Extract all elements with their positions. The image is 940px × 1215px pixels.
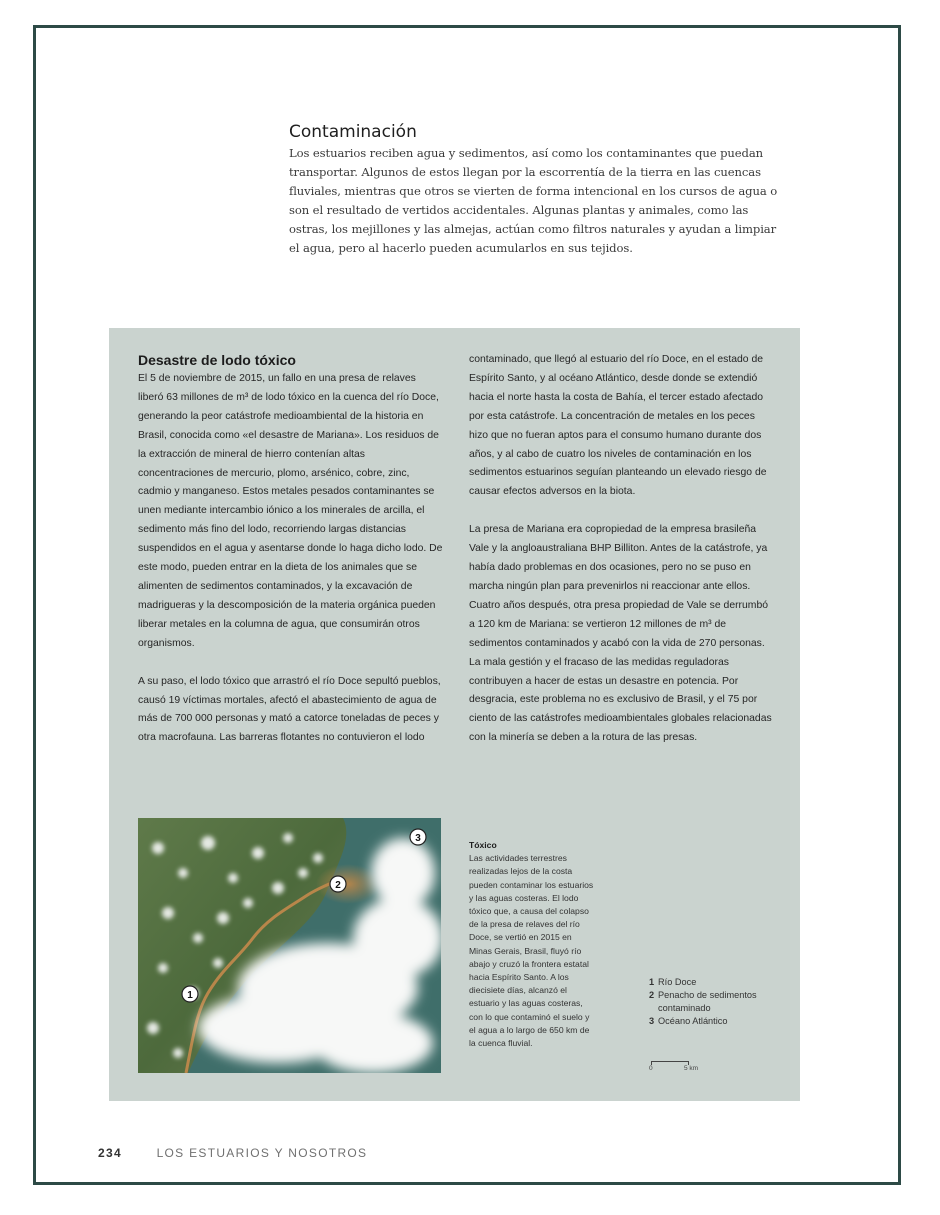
satellite-image xyxy=(138,818,441,1073)
marker-2 xyxy=(330,876,346,892)
panel-paragraph: A su paso, el lodo tóxico que arrastró el río Doce sepultó pueblos, causó 19 víctimas mortales, afectó el abastecimiento de agua de más de 700 000 personas y mató a catorce toneladas de peces y otra macrofauna. Las barreras flotantes no contuvieron el lodo xyxy=(138,675,441,744)
marker-1 xyxy=(182,986,198,1002)
panel-column-right xyxy=(469,351,774,767)
intro-section xyxy=(289,122,789,258)
svg-text:1: 1 xyxy=(187,990,193,1001)
marker-3 xyxy=(410,829,426,845)
scale-bar xyxy=(649,1056,709,1076)
legend-item: 1 Río Doce xyxy=(649,977,697,987)
section-title: Contaminación xyxy=(289,122,417,142)
panel-column-left xyxy=(138,350,443,767)
panel-paragraph: contaminado, que llegó al estuario del río Doce, en el estado de Espírito Santo, y al océano Atlántico, desde donde se extendió hacia el norte hasta la costa de Bahía, el tercer estado afectado por esta catástrofe. La concentración de metales en los peces hizo que no fueran aptos para el consumo humano durante dos años, y al cabo de cuatro los niveles de contaminación en los sedimentos estuarinos seguían planteando un elevado riesgo de causar efectos adversos en la biota. xyxy=(469,354,767,498)
panel-paragraph: El 5 de noviembre de 2015, un fallo en una presa de relaves liberó 63 millones de m³ de lodo tóxico en la cuenca del río Doce, generando la peor catástrofe medioambiental de la historia en Brasil, conocida como «el desastre de Mariana». Los residuos de la extracción de mineral de hierro contenían altas concentraciones de mercurio, plomo, arsénico, cobre, zinc, cadmio y manganeso. Estos metales pesados contaminantes se unen mediante intercambio iónico a los minerales de arcilla, el sedimento más fino del lodo, recorriendo largas distancias suspendidos en el agua y asentarse donde lo haga dicho lodo. De este modo, pueden entrar en la dieta de los animales que se alimenten de sedimentos contaminados, y la excavación de madrigueras y la descomposición de la materia orgánica pueden liberar metales en la columna de agua, que consumirán otros organismos. xyxy=(138,373,443,649)
caption-title: Tóxico xyxy=(469,840,497,850)
page-footer xyxy=(98,1146,367,1160)
legend-item: 3 Océano Atlántico xyxy=(649,1016,728,1026)
running-section-title: LOS ESTUARIOS Y NOSOTROS xyxy=(156,1146,368,1160)
page-number: 234 xyxy=(98,1146,122,1160)
intro-paragraph: Los estuarios reciben agua y sedimentos, así como los contaminantes que puedan transportar. Algunos de estos llegan por la escorrentía de la tierra en las cuencas fluviales, mientras que otros se vierten de forma intencional en los cursos de agua o son el resultado de vertidos accidentales. Algunas plantas y animales, como las ostras, los mejillones y las almejas, actúan como filtros naturales y ayudan a limpiar el agua, pero al hacerlo pueden acumularlos en sus tejidos. xyxy=(289,146,778,255)
feature-panel xyxy=(109,328,800,1101)
caption-body: Las actividades terrestres realizadas lejos de la costa pueden contaminar los estuarios y las aguas costeras. El lodo tóxico que, a causa del colapso de la presa de relaves del río Doce, se vertió en 2015 en Minas Gerais, Brasil, fluyó río abajo y cruzó la frontera estatal hacia Espírito Santo. A los diecisiete días, alcanzó el estuario y las aguas costeras, con lo que contaminó el suelo y el agua a lo largo de 650 km de la cuenca fluvial. xyxy=(469,853,594,1049)
scale-end-label: 5 km xyxy=(684,1065,699,1072)
panel-heading: Desastre de lodo tóxico xyxy=(138,352,296,368)
svg-text:3: 3 xyxy=(415,833,421,844)
map-legend xyxy=(649,976,789,1028)
figure-caption xyxy=(469,839,597,1050)
svg-text:2: 2 xyxy=(335,880,341,891)
scale-start-label: 0 xyxy=(649,1065,653,1072)
panel-paragraph: La presa de Mariana era copropiedad de la empresa brasileña Vale y la angloaustraliana BHP Billiton. Antes de la catástrofe, ya había dado problemas en dos ocasiones, pero no se puso en marcha ningún plan para prevenirlos ni reaccionar ante ellos. Cuatro años después, otra presa propiedad de Vale se derrumbó a 120 km de Mariana: se vertieron 12 millones de m³ de sedimentos contaminados y acabó con la vida de 270 personas. La mala gestión y el fracaso de las medidas reguladoras contribuyen a hacer de estas un desastre en potencia. Por desgracia, este problema no es exclusivo de Brasil, y el 75 por ciento de las catástrofes medioambientales globales relacionadas con la minería se deben a la rotura de las presas. xyxy=(469,524,772,744)
legend-item: 2 Penacho de sedimentos contaminado xyxy=(649,990,757,1013)
